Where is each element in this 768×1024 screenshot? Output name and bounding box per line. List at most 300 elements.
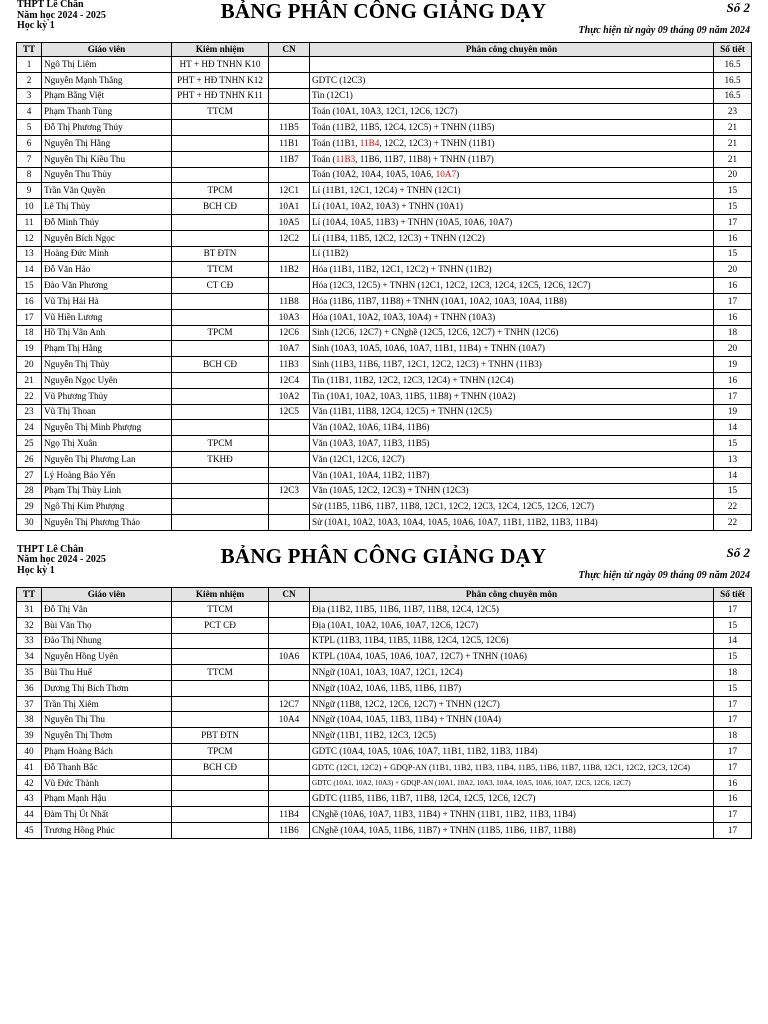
table-row [17, 775, 752, 791]
table-row [17, 341, 752, 357]
teacher-name: Dương Thị Bích Thơm [42, 680, 172, 696]
extra-duty [172, 633, 269, 649]
extra-duty [172, 807, 269, 823]
col-header-assignment: Phân công chuyên môn [310, 43, 714, 57]
table-row [17, 57, 752, 73]
teacher-name: Nguyễn Thu Thủy [42, 167, 172, 183]
assignment-cell: Văn (11B1, 11B8, 12C4, 12C5) + TNHN (12C5) [310, 404, 714, 420]
period-count: 16.5 [714, 57, 752, 73]
row-number: 3 [17, 88, 42, 104]
extra-duty [172, 404, 269, 420]
table-row [17, 230, 752, 246]
table-row [17, 309, 752, 325]
row-number: 39 [17, 728, 42, 744]
assignment-cell: CNghề (10A6, 10A7, 11B3, 11B4) + TNHN (11B1, 11B2, 11B3, 11B4) [310, 807, 714, 823]
period-count: 15 [714, 246, 752, 262]
row-number: 31 [17, 601, 42, 617]
period-count: 20 [714, 262, 752, 278]
period-count: 17 [714, 696, 752, 712]
table-body-1 [17, 57, 752, 531]
homeroom-class: 12C1 [269, 183, 310, 199]
row-number: 1 [17, 57, 42, 73]
period-count: 23 [714, 104, 752, 120]
extra-duty [172, 420, 269, 436]
row-number: 18 [17, 325, 42, 341]
assignment-cell: GDTC (12C1, 12C2) + GDQP-AN (11B1, 11B2, 11B3, 11B4, 11B5, 11B6, 11B7, 11B8, 12C1, 12C2, 12C3, 12C4) [310, 759, 714, 775]
document-title: BẢNG PHÂN CÔNG GIẢNG DẠY [220, 543, 547, 568]
table-row [17, 823, 752, 839]
col-header-cn: CN [269, 43, 310, 57]
table-row [17, 665, 752, 681]
homeroom-class: 12C6 [269, 325, 310, 341]
table-row [17, 151, 752, 167]
table-row [17, 712, 752, 728]
teacher-name: Nguyễn Thị Thơm [42, 728, 172, 744]
teacher-name: Đỗ Văn Hảo [42, 262, 172, 278]
assignment-cell: Sinh (11B3, 11B6, 11B7, 12C1, 12C2, 12C3) + TNHN (11B3) [310, 357, 714, 373]
school-name: THPT Lê Chân [17, 0, 84, 10]
period-count: 17 [714, 759, 752, 775]
assignment-cell: Hóa (11B6, 11B7, 11B8) + TNHN (10A1, 10A2, 10A3, 10A4, 11B8) [310, 293, 714, 309]
extra-duty: BCH CĐ [172, 759, 269, 775]
col-header-extra: Kiêm nhiệm [172, 587, 269, 601]
table-row [17, 293, 752, 309]
row-number: 8 [17, 167, 42, 183]
row-number: 15 [17, 278, 42, 294]
table-row [17, 451, 752, 467]
assignment-cell [310, 135, 714, 151]
period-count: 15 [714, 199, 752, 215]
homeroom-class: 10A6 [269, 649, 310, 665]
extra-duty: CT CĐ [172, 278, 269, 294]
assignment-cell: Toán (11B2, 11B5, 12C4, 12C5) + TNHN (11B5) [310, 120, 714, 136]
homeroom-class [269, 436, 310, 452]
teacher-name: Nguyễn Thị Phương Thảo [42, 515, 172, 531]
row-number: 20 [17, 357, 42, 373]
row-number: 12 [17, 230, 42, 246]
teacher-name: Phạm Hoàng Bách [42, 744, 172, 760]
homeroom-class [269, 728, 310, 744]
row-number: 42 [17, 775, 42, 791]
period-count: 19 [714, 357, 752, 373]
teacher-name: Nguyễn Mạnh Thắng [42, 72, 172, 88]
row-number: 23 [17, 404, 42, 420]
extra-duty [172, 680, 269, 696]
teacher-name: Nguyễn Thị Phương Lan [42, 451, 172, 467]
schedule-section-2 [16, 545, 751, 839]
assignment-changed-class: 11B4 [359, 137, 380, 148]
extra-duty [172, 467, 269, 483]
homeroom-class [269, 167, 310, 183]
teacher-name: Nguyễn Thị Minh Phượng [42, 420, 172, 436]
period-count: 20 [714, 341, 752, 357]
assignment-text: Toán ( [312, 153, 336, 164]
teacher-name: Vũ Thị Thoan [42, 404, 172, 420]
row-number: 4 [17, 104, 42, 120]
teacher-name: Nguyễn Thị Kiều Thu [42, 151, 172, 167]
period-count: 16 [714, 775, 752, 791]
homeroom-class: 11B1 [269, 135, 310, 151]
teacher-name: Phạm Bằng Việt [42, 88, 172, 104]
teacher-name: Bùi Văn Thọ [42, 617, 172, 633]
assignment-cell: Tin (11B1, 11B2, 12C2, 12C3, 12C4) + TNHN (12C4) [310, 372, 714, 388]
extra-duty [172, 167, 269, 183]
period-count: 16.5 [714, 88, 752, 104]
period-count: 16 [714, 791, 752, 807]
period-count: 16 [714, 230, 752, 246]
assignment-cell: Lí (11B1, 12C1, 12C4) + TNHN (12C1) [310, 183, 714, 199]
extra-duty [172, 515, 269, 531]
extra-duty: TTCM [172, 665, 269, 681]
period-count: 15 [714, 617, 752, 633]
teacher-name: Lê Thị Thủy [42, 199, 172, 215]
col-header-tt: TT [17, 587, 42, 601]
table-row [17, 420, 752, 436]
table-row [17, 791, 752, 807]
table-row [17, 728, 752, 744]
homeroom-class [269, 759, 310, 775]
extra-duty [172, 388, 269, 404]
col-header-periods: Số tiết [714, 43, 752, 57]
table-row [17, 262, 752, 278]
assignment-cell: Hóa (10A1, 10A2, 10A3, 10A4) + TNHN (10A3) [310, 309, 714, 325]
extra-duty [172, 712, 269, 728]
table-row [17, 199, 752, 215]
document-number: Số 2 [726, 544, 750, 560]
homeroom-class [269, 104, 310, 120]
homeroom-class [269, 88, 310, 104]
extra-duty: TPCM [172, 183, 269, 199]
extra-duty [172, 483, 269, 499]
row-number: 34 [17, 649, 42, 665]
extra-duty: TPCM [172, 325, 269, 341]
row-number: 24 [17, 420, 42, 436]
table-row [17, 357, 752, 373]
table-row [17, 72, 752, 88]
row-number: 43 [17, 791, 42, 807]
homeroom-class: 11B2 [269, 262, 310, 278]
teacher-name: Ngô Thị Liêm [42, 57, 172, 73]
assignment-cell: Văn (12C1, 12C6, 12C7) [310, 451, 714, 467]
teacher-name: Vũ Phương Thủy [42, 388, 172, 404]
assignment-cell [310, 57, 714, 73]
period-count: 15 [714, 649, 752, 665]
assignment-cell: GDTC (11B5, 11B6, 11B7, 11B8, 12C4, 12C5, 12C6, 12C7) [310, 791, 714, 807]
assignment-cell: NNgữ (11B8, 12C2, 12C6, 12C7) + TNHN (12C7) [310, 696, 714, 712]
table-row [17, 120, 752, 136]
assignment-cell: Hóa (12C3, 12C5) + TNHN (12C1, 12C2, 12C3, 12C4, 12C5, 12C6, 12C7) [310, 278, 714, 294]
teacher-name: Đỗ Minh Thúy [42, 214, 172, 230]
extra-duty: TKHĐ [172, 451, 269, 467]
row-number: 14 [17, 262, 42, 278]
assignment-cell: Toán (10A1, 10A3, 12C1, 12C6, 12C7) [310, 104, 714, 120]
period-count: 17 [714, 823, 752, 839]
extra-duty: PHT + HĐ TNHN K11 [172, 88, 269, 104]
table-row [17, 617, 752, 633]
homeroom-class: 10A1 [269, 199, 310, 215]
assignment-cell: Văn (10A2, 10A6, 11B4, 11B6) [310, 420, 714, 436]
assignment-cell: Hóa (11B1, 11B2, 12C1, 12C2) + TNHN (11B2) [310, 262, 714, 278]
period-count: 19 [714, 404, 752, 420]
assignment-cell: Văn (10A5, 12C2, 12C3) + TNHN (12C3) [310, 483, 714, 499]
period-count: 18 [714, 665, 752, 681]
teacher-name: Vũ Đức Thành [42, 775, 172, 791]
extra-duty [172, 214, 269, 230]
assignment-cell: Địa (11B2, 11B5, 11B6, 11B7, 11B8, 12C4, 12C5) [310, 601, 714, 617]
row-number: 29 [17, 499, 42, 515]
extra-duty [172, 791, 269, 807]
school-name: THPT Lê Chân [17, 543, 84, 555]
period-count: 18 [714, 325, 752, 341]
row-number: 13 [17, 246, 42, 262]
row-number: 40 [17, 744, 42, 760]
table-header-row [17, 587, 752, 601]
row-number: 17 [17, 309, 42, 325]
col-header-teacher: Giáo viên [42, 587, 172, 601]
col-header-periods: Số tiết [714, 587, 752, 601]
table-row [17, 325, 752, 341]
table-row [17, 246, 752, 262]
period-count: 16 [714, 372, 752, 388]
table-header-row [17, 43, 752, 57]
col-header-cn: CN [269, 587, 310, 601]
homeroom-class: 10A7 [269, 341, 310, 357]
homeroom-class: 10A3 [269, 309, 310, 325]
semester: Học kỳ 1 [17, 20, 55, 31]
homeroom-class: 12C3 [269, 483, 310, 499]
table-row [17, 696, 752, 712]
assignment-cell: CNghề (10A4, 10A5, 11B6, 11B7) + TNHN (11B5, 11B6, 11B7, 11B8) [310, 823, 714, 839]
assignment-cell: Tin (12C1) [310, 88, 714, 104]
teacher-name: Trương Hồng Phúc [42, 823, 172, 839]
table-row [17, 499, 752, 515]
row-number: 25 [17, 436, 42, 452]
extra-duty: PHT + HĐ TNHN K12 [172, 72, 269, 88]
teacher-name: Hoàng Đức Minh [42, 246, 172, 262]
homeroom-class: 12C5 [269, 404, 310, 420]
homeroom-class: 11B3 [269, 357, 310, 373]
homeroom-class [269, 665, 310, 681]
assignment-cell: Văn (10A1, 10A4, 11B2, 11B7) [310, 467, 714, 483]
row-number: 19 [17, 341, 42, 357]
extra-duty [172, 135, 269, 151]
assignment-cell: Lí (11B4, 11B5, 12C2, 12C3) + TNHN (12C2) [310, 230, 714, 246]
table-row [17, 135, 752, 151]
period-count: 22 [714, 515, 752, 531]
table-row [17, 649, 752, 665]
extra-duty [172, 499, 269, 515]
period-count: 13 [714, 451, 752, 467]
period-count: 17 [714, 744, 752, 760]
teacher-name: Nguyễn Hồng Uyên [42, 649, 172, 665]
school-year: Năm học 2024 - 2025 [17, 554, 106, 566]
period-count: 17 [714, 601, 752, 617]
homeroom-class: 11B6 [269, 823, 310, 839]
homeroom-class: 10A2 [269, 388, 310, 404]
teacher-name: Nguyễn Bích Ngọc [42, 230, 172, 246]
teacher-name: Vũ Hiền Lương [42, 309, 172, 325]
document-header [16, 0, 751, 42]
document-header [16, 545, 751, 587]
table-row [17, 436, 752, 452]
table-row [17, 759, 752, 775]
col-header-extra: Kiêm nhiệm [172, 43, 269, 57]
period-count: 17 [714, 214, 752, 230]
col-header-assignment: Phân công chuyên môn [310, 587, 714, 601]
extra-duty: TPCM [172, 744, 269, 760]
assignment-cell: Địa (10A1, 10A2, 10A6, 10A7, 12C6, 12C7) [310, 617, 714, 633]
homeroom-class [269, 601, 310, 617]
homeroom-class [269, 617, 310, 633]
period-count: 15 [714, 436, 752, 452]
period-count: 16 [714, 309, 752, 325]
extra-duty: TTCM [172, 262, 269, 278]
homeroom-class [269, 420, 310, 436]
homeroom-class: 11B4 [269, 807, 310, 823]
period-count: 16.5 [714, 72, 752, 88]
period-count: 21 [714, 120, 752, 136]
row-number: 11 [17, 214, 42, 230]
table-row [17, 88, 752, 104]
row-number: 5 [17, 120, 42, 136]
row-number: 22 [17, 388, 42, 404]
row-number: 33 [17, 633, 42, 649]
row-number: 30 [17, 515, 42, 531]
homeroom-class [269, 680, 310, 696]
assignment-cell: Lí (10A4, 10A5, 11B3) + TNHN (10A5, 10A6, 10A7) [310, 214, 714, 230]
table-row [17, 372, 752, 388]
extra-duty: HT + HĐ TNHN K10 [172, 57, 269, 73]
assignment-text: , 11B6, 11B7, 11B8) + TNHN (11B7) [355, 153, 494, 164]
assignment-text: , 12C2, 12C3) + TNHN (11B1) [379, 137, 495, 148]
assignment-table-1 [16, 42, 752, 531]
period-count: 14 [714, 467, 752, 483]
teacher-name: Hồ Thị Vân Anh [42, 325, 172, 341]
extra-duty [172, 775, 269, 791]
assignment-table-2 [16, 587, 752, 839]
extra-duty: BT ĐTN [172, 246, 269, 262]
extra-duty: BCH CĐ [172, 357, 269, 373]
assignment-cell: NNgữ (10A2, 10A6, 11B5, 11B6, 11B7) [310, 680, 714, 696]
period-count: 15 [714, 183, 752, 199]
assignment-cell: Văn (10A3, 10A7, 11B3, 11B5) [310, 436, 714, 452]
semester: Học kỳ 1 [17, 564, 55, 576]
period-count: 20 [714, 167, 752, 183]
period-count: 18 [714, 728, 752, 744]
extra-duty [172, 372, 269, 388]
extra-duty [172, 649, 269, 665]
extra-duty [172, 230, 269, 246]
assignment-cell: Tin (10A1, 10A2, 10A3, 11B5, 11B8) + TNHN (10A2) [310, 388, 714, 404]
table-row [17, 744, 752, 760]
effective-date: Thực hiện từ ngày 09 tháng 09 năm 2024 [578, 25, 750, 36]
teacher-name: Đào Thị Nhung [42, 633, 172, 649]
homeroom-class [269, 515, 310, 531]
row-number: 6 [17, 135, 42, 151]
assignment-changed-class: 11B3 [335, 153, 356, 164]
teacher-name: Đào Văn Phương [42, 278, 172, 294]
row-number: 32 [17, 617, 42, 633]
assignment-cell: NNgữ (11B1, 11B2, 12C3, 12C5) [310, 728, 714, 744]
document-number: Số 2 [726, 0, 750, 15]
row-number: 35 [17, 665, 42, 681]
period-count: 17 [714, 807, 752, 823]
assignment-text: Toán (11B1, [312, 137, 360, 148]
teacher-name: Trần Văn Quyền [42, 183, 172, 199]
table-row [17, 601, 752, 617]
extra-duty [172, 696, 269, 712]
row-number: 45 [17, 823, 42, 839]
row-number: 10 [17, 199, 42, 215]
document-title: BẢNG PHÂN CÔNG GIẢNG DẠY [220, 0, 547, 23]
period-count: 15 [714, 680, 752, 696]
assignment-cell: GDTC (10A1, 10A2, 10A3) + GDQP-AN (10A1, 10A2, 10A3, 10A4, 10A5, 10A6, 10A7, 12C5, 12C6, 12C7) [310, 775, 714, 791]
period-count: 14 [714, 420, 752, 436]
period-count: 15 [714, 483, 752, 499]
assignment-changed-class: 10A7 [435, 169, 457, 180]
homeroom-class [269, 791, 310, 807]
assignment-text: ) [456, 169, 460, 180]
homeroom-class [269, 246, 310, 262]
assignment-cell: NNgữ (10A1, 10A3, 10A7, 12C1, 12C4) [310, 665, 714, 681]
teacher-name: Đàm Thị Út Nhất [42, 807, 172, 823]
homeroom-class: 10A4 [269, 712, 310, 728]
homeroom-class [269, 57, 310, 73]
row-number: 9 [17, 183, 42, 199]
schedule-section-1 [16, 0, 751, 531]
homeroom-class [269, 744, 310, 760]
extra-duty [172, 120, 269, 136]
table-row [17, 388, 752, 404]
teacher-name: Nguyễn Thị Thu [42, 712, 172, 728]
extra-duty [172, 823, 269, 839]
assignment-cell: GDTC (10A4, 10A5, 10A6, 10A7, 11B1, 11B2, 11B3, 11B4) [310, 744, 714, 760]
extra-duty: TTCM [172, 601, 269, 617]
extra-duty: TTCM [172, 104, 269, 120]
teacher-name: Bùi Thu Huế [42, 665, 172, 681]
period-count: 17 [714, 712, 752, 728]
col-header-tt: TT [17, 43, 42, 57]
row-number: 16 [17, 293, 42, 309]
assignment-cell: Lí (11B2) [310, 246, 714, 262]
assignment-cell [310, 167, 714, 183]
assignment-cell: Sinh (10A3, 10A5, 10A6, 10A7, 11B1, 11B4) + TNHN (10A7) [310, 341, 714, 357]
teacher-name: Vũ Thị Hải Hà [42, 293, 172, 309]
period-count: 17 [714, 293, 752, 309]
teacher-name: Trần Thị Xiêm [42, 696, 172, 712]
period-count: 21 [714, 135, 752, 151]
school-year: Năm học 2024 - 2025 [17, 9, 106, 21]
row-number: 26 [17, 451, 42, 467]
col-header-teacher: Giáo viên [42, 43, 172, 57]
assignment-cell: NNgữ (10A4, 10A5, 11B3, 11B4) + TNHN (10A4) [310, 712, 714, 728]
table-row [17, 404, 752, 420]
row-number: 21 [17, 372, 42, 388]
homeroom-class: 12C7 [269, 696, 310, 712]
teacher-name: Ngọ Thị Xuân [42, 436, 172, 452]
homeroom-class: 11B7 [269, 151, 310, 167]
teacher-name: Nguyễn Ngọc Uyên [42, 372, 172, 388]
homeroom-class: 11B5 [269, 120, 310, 136]
period-count: 14 [714, 633, 752, 649]
table-body-2 [17, 601, 752, 838]
row-number: 28 [17, 483, 42, 499]
teacher-name: Đỗ Thị Phương Thúy [42, 120, 172, 136]
row-number: 41 [17, 759, 42, 775]
teacher-name: Đỗ Thanh Bắc [42, 759, 172, 775]
teacher-name: Lý Hoàng Bảo Yến [42, 467, 172, 483]
homeroom-class: 11B8 [269, 293, 310, 309]
